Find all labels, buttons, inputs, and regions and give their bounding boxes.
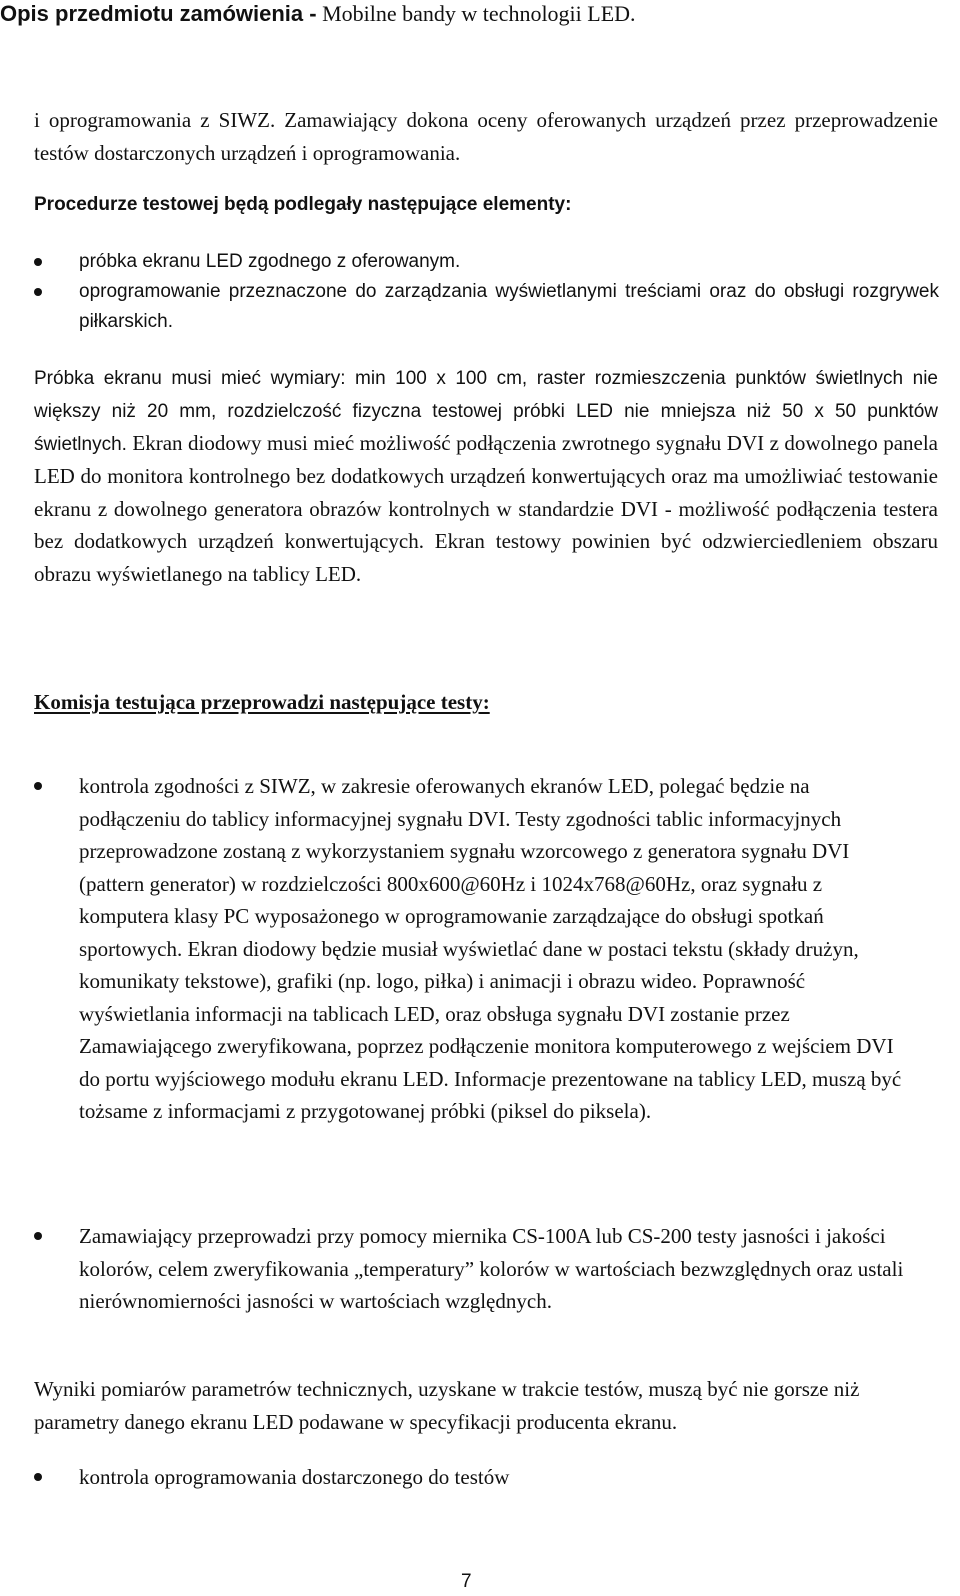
page-number: 7 <box>461 1571 472 1592</box>
results-paragraph: Wyniki pomiarów parametrów technicznych, uzyskane w trakcie testów, muszą być nie gorsze niż parametry danego ekranu LED podawane w specyfikacji producenta ekranu. <box>34 1377 860 1434</box>
procedure-item-1: próbka ekranu LED zgodnego z oferowanym. <box>79 251 461 272</box>
bullet-icon <box>34 258 42 266</box>
page-header <box>0 0 636 28</box>
header-subject: Mobilne bandy w technologii LED. <box>316 1 636 26</box>
commission-item-1: kontrola zgodności z SIWZ, w zakresie oferowanych ekranów LED, polegać będzie na podłączeniu do tablicy informacyjnej sygnału DVI. Testy zgodności tablic informacyjnych przeprowadzone zostaną z wykorzystaniem sygnału wzorcowego z generatora sygnału DVI (pattern generator) w rozdzielczości 800x600@60Hz i 1024x768@60Hz, oraz sygnału z komputera klasy PC wyposażonego w oprogramowanie zarządzające do obsługi spotkań sportowych. Ekran diodowy będzie musiał wyświetlać dane w postaci tekstu (składy drużyn, komunikaty tekstowe), grafiki (np. logo, piłka) i animacji i obrazu wideo. Poprawność wyświetlania informacji na tablicach LED, oraz obsługa sygnału DVI zostanie przez Zamawiającego zweryfikowana, poprzez podłączenie monitora komputerowego z wejściem DVI do portu wyjściowego modułu ekranu LED. Informacje prezentowane na tablicy LED, muszą być tożsame z informacjami z przygotowanej próbki (piksel do piksela). <box>79 774 902 1123</box>
sample-paragraph <box>34 361 938 590</box>
bullet-icon <box>34 1232 42 1240</box>
procedure-heading: Procedurze testowej będą podlegały następujące elementy: <box>34 194 572 215</box>
header-prefix: Opis przedmiotu zamówienia - <box>0 1 317 26</box>
intro-continuation: i oprogramowania z SIWZ. Zamawiający dokona oceny oferowanych urządzeń przez przeprowadzenie testów dostarczonych urządzeń i oprogramowania. <box>34 108 938 165</box>
sample-paragraph-start: Próbka ekranu musi mieć wymiary: min 100 x 100 cm, raster rozmieszczenia punktów świetlnych nie większy niż 20 mm, rozdzielczość fizyczna testowej próbki LED nie mniejsza niż 50 x 50 punktów świetlnych. <box>34 368 938 455</box>
commission-heading: Komisja testująca przeprowadzi następujące testy: <box>34 690 490 714</box>
procedure-item-2: oprogramowanie przeznaczone do zarządzania wyświetlanymi treściami oraz do obsługi rozgrywek piłkarskich. <box>79 281 939 332</box>
sample-paragraph-rest: Ekran diodowy musi mieć możliwość podłączenia zwrotnego sygnału DVI z dowolnego panela LED do monitora kontrolnego bez dodatkowych urządzeń konwertujących oraz ma umożliwiać testowanie ekranu z dowolnego generatora obrazów kontrolnych w standardzie DVI - możliwość podłączenia testera bez dodatkowych urządzeń konwertujących. Ekran testowy powinien być odzwierciedleniem obszaru obrazu wyświetlanego na tablicy LED. <box>34 431 938 586</box>
bullet-icon <box>34 782 42 790</box>
commission-item-3: kontrola oprogramowania dostarczonego do testów <box>79 1465 510 1489</box>
commission-item-2: Zamawiający przeprowadzi przy pomocy miernika CS-100A lub CS-200 testy jasności i jakości kolorów, celem zweryfikowania „temperatury” kolorów w wartościach bezwzględnych oraz ustali nierównomierności jasności w wartościach względnych. <box>79 1224 904 1313</box>
commission-heading-wrap <box>34 686 938 719</box>
bullet-icon <box>34 288 42 296</box>
bullet-icon <box>34 1473 42 1481</box>
